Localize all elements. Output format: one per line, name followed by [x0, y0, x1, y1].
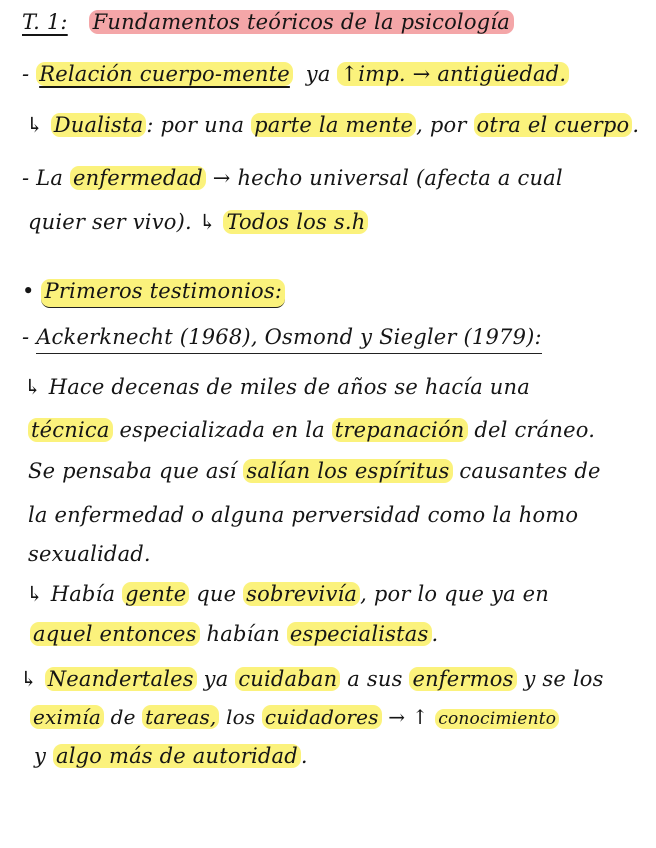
note-text: → ↑	[388, 705, 429, 729]
sub-arrow: ↳	[24, 375, 42, 399]
note-line-15	[20, 667, 604, 691]
topic-title: Fundamentos teóricos de la psicología	[89, 10, 514, 34]
section-heading-primeros-testimonios: Primeros testimonios:	[41, 279, 285, 308]
note-text: sexualidad.	[28, 542, 151, 566]
note-text: y se los	[523, 667, 604, 691]
highlight-todos-los-sh: Todos los s.h	[223, 210, 368, 234]
note-text: ya	[203, 667, 229, 691]
highlight-enfermedad: enfermedad	[70, 166, 206, 190]
note-text: los	[226, 705, 256, 729]
highlight-otra-el-cuerpo: otra el cuerpo	[474, 113, 633, 137]
highlight-dualista: Dualista	[51, 113, 147, 137]
topic-number: T. 1:	[22, 10, 68, 34]
note-line-16	[30, 705, 559, 729]
note-text: a sus	[347, 667, 403, 691]
sub-arrow: ↳	[198, 210, 217, 234]
note-line-12	[28, 542, 151, 566]
highlight-neandertales: Neandertales	[45, 667, 197, 691]
sub-arrow: ↳	[26, 582, 44, 606]
note-text: del cráneo.	[474, 418, 596, 442]
note-text: Hace decenas de miles de años se hacía una	[48, 375, 530, 399]
note-text: causantes de	[459, 459, 601, 483]
note-text: especializada en la	[119, 418, 325, 442]
note-text: Se pensaba que así	[28, 459, 237, 483]
note-text: la enfermedad o alguna perversidad como la homo	[28, 503, 579, 527]
note-text: y	[34, 744, 47, 768]
dash-mark: -	[22, 62, 30, 86]
note-text: .	[300, 744, 308, 768]
highlight-algo-mas-de-autoridad: algo más de autoridad	[53, 744, 301, 768]
note-line-17	[34, 744, 308, 768]
note-line-9	[28, 418, 595, 442]
note-line-1	[22, 10, 514, 34]
note-text: - La	[22, 166, 64, 190]
note-line-2	[22, 62, 569, 86]
note-text: , por lo que ya en	[360, 582, 550, 606]
note-text: .	[431, 622, 439, 646]
note-text: → hecho universal (afecta a cual	[212, 166, 563, 190]
highlight-parte-la-mente: parte la mente	[251, 113, 416, 137]
note-text: que	[196, 582, 237, 606]
note-line-5	[28, 210, 368, 234]
highlight-especialistas: especialistas	[287, 622, 432, 646]
note-text: ya	[305, 62, 331, 86]
highlight-trepanacion: trepanación	[332, 418, 468, 442]
note-line-14	[30, 622, 438, 646]
highlight-relacion-cuerpo-mente: Relación cuerpo-mente	[36, 62, 293, 86]
highlight-cuidaban: cuidaban	[235, 667, 340, 691]
highlight-sobrevivia: sobrevivía	[243, 582, 360, 606]
note-text: : por una	[146, 113, 245, 137]
highlight-conocimiento: conocimiento	[435, 709, 559, 729]
highlight-aquel-entonces: aquel entonces	[30, 622, 200, 646]
highlight-eximia: eximía	[30, 705, 104, 729]
note-text: quier ser vivo).	[28, 210, 192, 234]
highlight-cuidadores: cuidadores	[262, 705, 382, 729]
note-line-11	[28, 503, 578, 527]
bullet-mark: •	[22, 279, 35, 303]
note-line-8	[24, 375, 530, 399]
note-line-10	[28, 459, 601, 483]
note-line-4	[22, 166, 563, 190]
highlight-gente: gente	[122, 582, 189, 606]
sub-arrow: ↳	[20, 667, 38, 691]
sub-arrow: ↳	[26, 113, 44, 137]
note-line-7	[22, 325, 542, 349]
note-line-6	[22, 279, 285, 303]
note-text: .	[632, 113, 640, 137]
note-text: Había	[50, 582, 116, 606]
highlight-tecnica: técnica	[28, 418, 113, 442]
note-text: , por	[416, 113, 467, 137]
authors-reference: Ackerknecht (1968), Osmond y Siegler (1979):	[36, 325, 542, 354]
highlight-salian-los-espiritus: salían los espíritus	[243, 459, 452, 483]
note-text: de	[110, 705, 136, 729]
highlight-importancia: ↑imp. → antigüedad.	[337, 62, 569, 86]
highlight-enfermos: enfermos	[409, 667, 516, 691]
dash-mark: -	[22, 325, 30, 349]
highlight-tareas: tareas,	[142, 705, 219, 729]
note-line-3	[26, 113, 639, 137]
note-line-13	[26, 582, 549, 606]
note-text: habían	[206, 622, 280, 646]
